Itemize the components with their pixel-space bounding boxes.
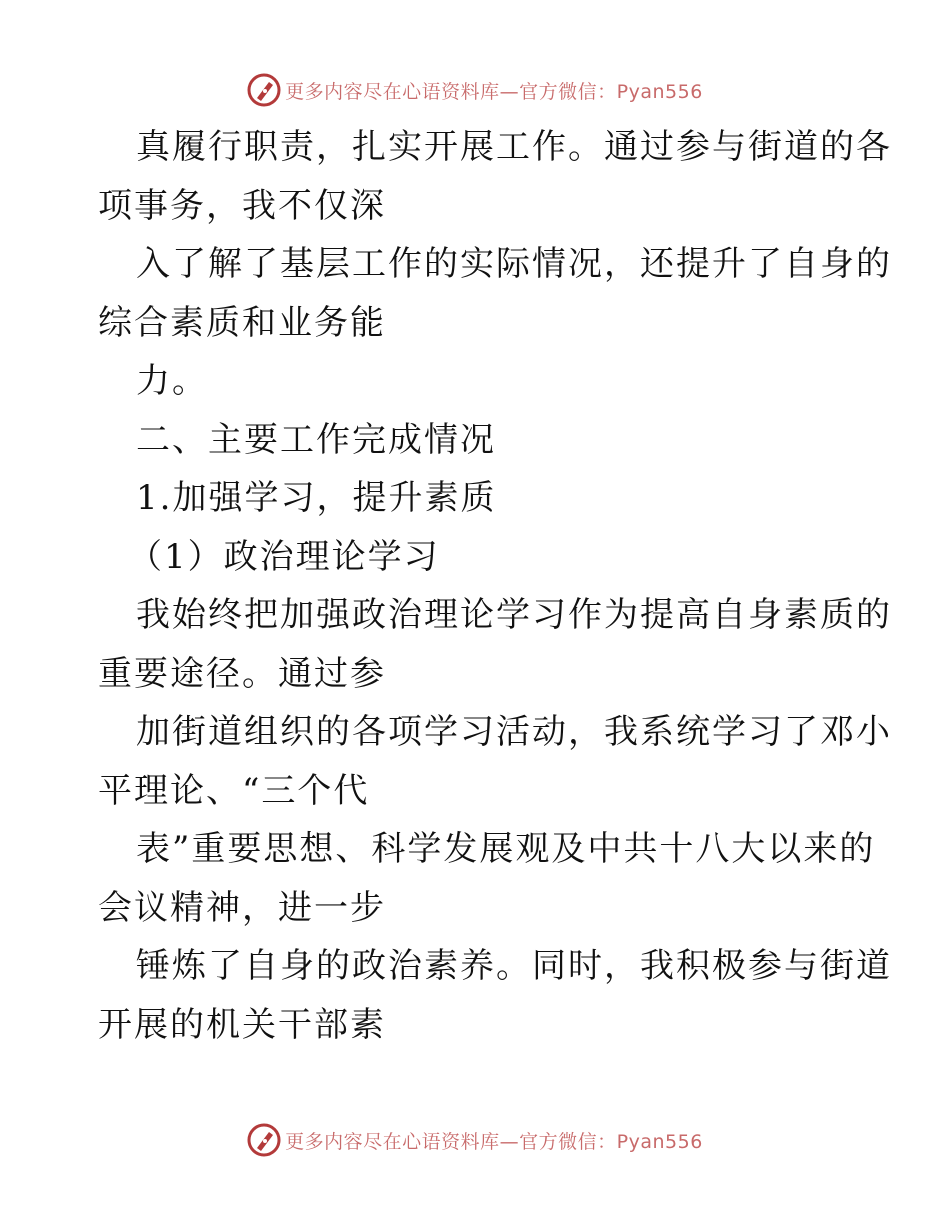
section-heading: 二、主要工作完成情况 bbox=[136, 419, 496, 460]
body-line: 真履行职责，扎实开展工作。通过参与街道的各 bbox=[136, 127, 892, 167]
body-line: 我始终把加强政治理论学习作为提高自身素质的 bbox=[136, 595, 892, 635]
body-line: 会议精神，进一步 bbox=[98, 887, 386, 928]
header-banner-text: 更多内容尽在心语资料库—官方微信：Pyan556 bbox=[285, 80, 703, 103]
subsection-heading: （1）政治理论学习 bbox=[128, 536, 440, 577]
body-line: 综合素质和业务能 bbox=[98, 302, 386, 343]
pen-nib-logo-icon bbox=[247, 1123, 281, 1157]
body-line: 锤炼了自身的政治素养。同时，我积极参与街道 bbox=[136, 946, 892, 986]
body-line: 开展的机关干部素 bbox=[98, 1004, 386, 1045]
subsection-heading: 1.加强学习，提升素质 bbox=[136, 478, 497, 518]
body-line: 加街道组织的各项学习活动，我系统学习了邓小 bbox=[136, 712, 892, 752]
body-line: 入了解了基层工作的实际情况，还提升了自身的 bbox=[136, 244, 892, 284]
footer-banner-text: 更多内容尽在心语资料库—官方微信：Pyan556 bbox=[285, 1130, 703, 1153]
body-line: 力。 bbox=[136, 361, 208, 401]
document-body bbox=[98, 118, 892, 1054]
header-banner bbox=[0, 70, 950, 110]
pen-nib-logo-icon bbox=[247, 73, 281, 107]
body-line: 平理论、“三个代 bbox=[98, 770, 370, 811]
body-line: 重要途径。通过参 bbox=[98, 653, 386, 694]
footer-banner bbox=[0, 1120, 950, 1160]
body-line: 表”重要思想、科学发展观及中共十八大以来的 bbox=[136, 829, 876, 869]
body-line: 项事务，我不仅深 bbox=[98, 185, 386, 226]
